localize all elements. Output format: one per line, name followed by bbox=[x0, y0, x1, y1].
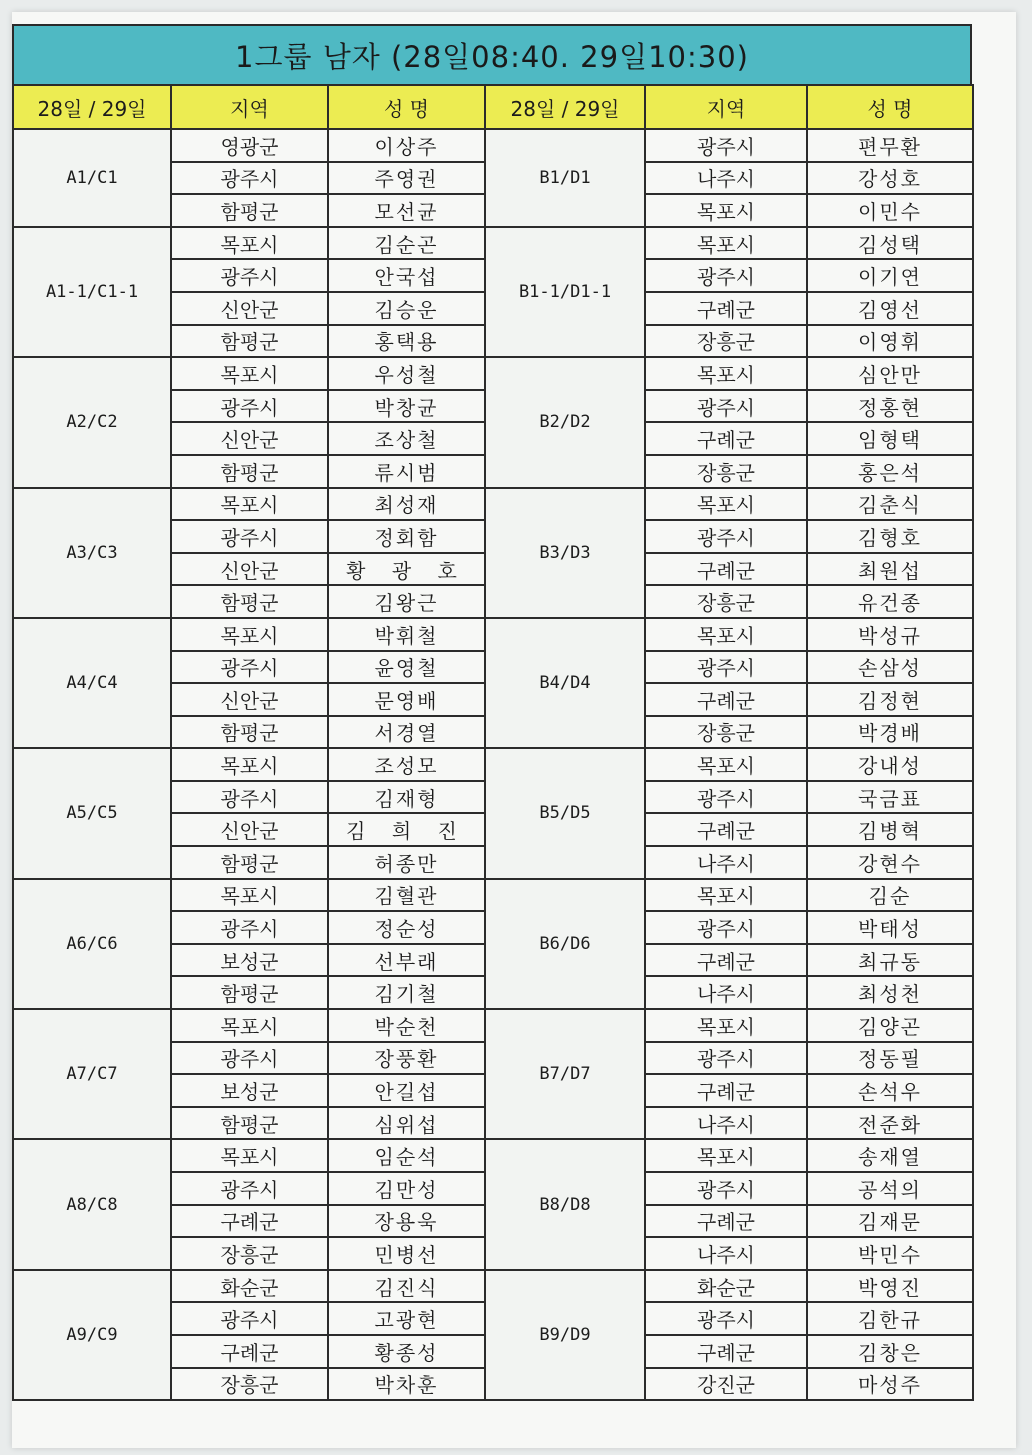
region-cell-right: 목포시 bbox=[645, 194, 807, 227]
region-cell-left: 광주시 bbox=[171, 781, 328, 814]
group-label-right: B1/D1 bbox=[485, 129, 645, 227]
region-cell-right: 장흥군 bbox=[645, 716, 807, 749]
region-cell-right: 구례군 bbox=[645, 813, 807, 846]
region-cell-left: 광주시 bbox=[171, 1042, 328, 1075]
region-cell-left: 목포시 bbox=[171, 879, 328, 912]
name-cell-right: 박성규 bbox=[807, 618, 973, 651]
name-cell-right: 이민수 bbox=[807, 194, 973, 227]
group-label-left: A2/C2 bbox=[13, 357, 171, 487]
name-cell-left: 김승운 bbox=[328, 292, 485, 325]
name-cell-right: 김병혁 bbox=[807, 813, 973, 846]
name-cell-right: 편무환 bbox=[807, 129, 973, 162]
group-label-right: B8/D8 bbox=[485, 1139, 645, 1269]
name-cell-left: 홍택용 bbox=[328, 325, 485, 358]
region-cell-left: 보성군 bbox=[171, 944, 328, 977]
region-cell-right: 광주시 bbox=[645, 390, 807, 423]
table-row bbox=[13, 748, 973, 781]
region-cell-right: 목포시 bbox=[645, 488, 807, 521]
region-cell-right: 장흥군 bbox=[645, 325, 807, 358]
region-cell-right: 구례군 bbox=[645, 1074, 807, 1107]
region-cell-right: 목포시 bbox=[645, 357, 807, 390]
name-cell-right: 이기연 bbox=[807, 259, 973, 292]
name-cell-right: 정동필 bbox=[807, 1042, 973, 1075]
region-cell-left: 구례군 bbox=[171, 1205, 328, 1238]
name-cell-left: 민병선 bbox=[328, 1237, 485, 1270]
region-cell-left: 신안군 bbox=[171, 553, 328, 586]
region-cell-left: 함평군 bbox=[171, 325, 328, 358]
region-cell-right: 목포시 bbox=[645, 618, 807, 651]
region-cell-right: 나주시 bbox=[645, 1237, 807, 1270]
name-cell-right: 강현수 bbox=[807, 846, 973, 879]
name-cell-right: 김영선 bbox=[807, 292, 973, 325]
header-region-right: 지역 bbox=[645, 85, 807, 129]
region-cell-right: 목포시 bbox=[645, 748, 807, 781]
name-cell-right: 마성주 bbox=[807, 1368, 973, 1401]
region-cell-right: 나주시 bbox=[645, 162, 807, 195]
group-label-left: A8/C8 bbox=[13, 1139, 171, 1269]
header-row bbox=[13, 85, 973, 129]
name-cell-left: 조상철 bbox=[328, 422, 485, 455]
region-cell-right: 나주시 bbox=[645, 846, 807, 879]
region-cell-left: 목포시 bbox=[171, 1139, 328, 1172]
region-cell-right: 광주시 bbox=[645, 129, 807, 162]
region-cell-left: 목포시 bbox=[171, 488, 328, 521]
region-cell-left: 구례군 bbox=[171, 1335, 328, 1368]
region-cell-left: 신안군 bbox=[171, 683, 328, 716]
name-cell-right: 국금표 bbox=[807, 781, 973, 814]
name-cell-left: 박휘철 bbox=[328, 618, 485, 651]
name-cell-right: 유건종 bbox=[807, 585, 973, 618]
header-day-left: 28일 / 29일 bbox=[13, 85, 171, 129]
name-cell-left: 김순곤 bbox=[328, 227, 485, 260]
region-cell-left: 신안군 bbox=[171, 813, 328, 846]
region-cell-left: 화순군 bbox=[171, 1270, 328, 1303]
table-row bbox=[13, 357, 973, 390]
name-cell-right: 최규동 bbox=[807, 944, 973, 977]
name-cell-right: 송재열 bbox=[807, 1139, 973, 1172]
region-cell-right: 나주시 bbox=[645, 976, 807, 1009]
region-cell-right: 장흥군 bbox=[645, 455, 807, 488]
region-cell-right: 광주시 bbox=[645, 259, 807, 292]
region-cell-left: 광주시 bbox=[171, 520, 328, 553]
group-label-right: B6/D6 bbox=[485, 879, 645, 1009]
name-cell-left: 주영권 bbox=[328, 162, 485, 195]
table-body bbox=[13, 129, 973, 1400]
region-cell-left: 광주시 bbox=[171, 911, 328, 944]
name-cell-left: 김기철 bbox=[328, 976, 485, 1009]
name-cell-left: 정순성 bbox=[328, 911, 485, 944]
name-cell-right: 김양곤 bbox=[807, 1009, 973, 1042]
region-cell-right: 구례군 bbox=[645, 292, 807, 325]
name-cell-right: 공석의 bbox=[807, 1172, 973, 1205]
name-cell-left: 임순석 bbox=[328, 1139, 485, 1172]
name-cell-right: 박경배 bbox=[807, 716, 973, 749]
name-cell-right: 강내성 bbox=[807, 748, 973, 781]
name-cell-left: 모선균 bbox=[328, 194, 485, 227]
region-cell-right: 구례군 bbox=[645, 683, 807, 716]
name-cell-right: 최원섭 bbox=[807, 553, 973, 586]
name-cell-left: 박차훈 bbox=[328, 1368, 485, 1401]
name-cell-left: 황 광 호 bbox=[328, 553, 485, 586]
region-cell-left: 영광군 bbox=[171, 129, 328, 162]
name-cell-right: 정홍현 bbox=[807, 390, 973, 423]
group-label-left: A6/C6 bbox=[13, 879, 171, 1009]
group-label-right: B7/D7 bbox=[485, 1009, 645, 1139]
region-cell-left: 신안군 bbox=[171, 292, 328, 325]
header-region-left: 지역 bbox=[171, 85, 328, 129]
name-cell-right: 강성호 bbox=[807, 162, 973, 195]
region-cell-right: 광주시 bbox=[645, 520, 807, 553]
name-cell-right: 전준화 bbox=[807, 1107, 973, 1140]
name-cell-left: 조성모 bbox=[328, 748, 485, 781]
region-cell-left: 광주시 bbox=[171, 1172, 328, 1205]
region-cell-left: 목포시 bbox=[171, 748, 328, 781]
region-cell-right: 목포시 bbox=[645, 879, 807, 912]
name-cell-left: 정회함 bbox=[328, 520, 485, 553]
name-cell-left: 황종성 bbox=[328, 1335, 485, 1368]
region-cell-left: 함평군 bbox=[171, 846, 328, 879]
name-cell-right: 최성천 bbox=[807, 976, 973, 1009]
group-label-right: B4/D4 bbox=[485, 618, 645, 748]
name-cell-left: 심위섭 bbox=[328, 1107, 485, 1140]
name-cell-left: 선부래 bbox=[328, 944, 485, 977]
name-cell-right: 박영진 bbox=[807, 1270, 973, 1303]
name-cell-right: 김한규 bbox=[807, 1302, 973, 1335]
name-cell-left: 김왕근 bbox=[328, 585, 485, 618]
region-cell-left: 함평군 bbox=[171, 455, 328, 488]
region-cell-right: 강진군 bbox=[645, 1368, 807, 1401]
table-row bbox=[13, 1270, 973, 1303]
name-cell-left: 서경열 bbox=[328, 716, 485, 749]
table-row bbox=[13, 1139, 973, 1172]
group-label-right: B3/D3 bbox=[485, 488, 645, 618]
region-cell-right: 나주시 bbox=[645, 1107, 807, 1140]
region-cell-left: 목포시 bbox=[171, 357, 328, 390]
name-cell-right: 김창은 bbox=[807, 1335, 973, 1368]
name-cell-left: 박창균 bbox=[328, 390, 485, 423]
name-cell-right: 이영휘 bbox=[807, 325, 973, 358]
name-cell-right: 박민수 bbox=[807, 1237, 973, 1270]
region-cell-right: 광주시 bbox=[645, 781, 807, 814]
region-cell-left: 신안군 bbox=[171, 422, 328, 455]
name-cell-left: 류시범 bbox=[328, 455, 485, 488]
group-label-right: B1-1/D1-1 bbox=[485, 227, 645, 357]
name-cell-left: 문영배 bbox=[328, 683, 485, 716]
name-cell-right: 김성택 bbox=[807, 227, 973, 260]
region-cell-left: 목포시 bbox=[171, 1009, 328, 1042]
group-label-left: A9/C9 bbox=[13, 1270, 171, 1400]
name-cell-left: 우성철 bbox=[328, 357, 485, 390]
group-label-left: A1/C1 bbox=[13, 129, 171, 227]
region-cell-left: 광주시 bbox=[171, 390, 328, 423]
name-cell-left: 김 희 진 bbox=[328, 813, 485, 846]
region-cell-left: 보성군 bbox=[171, 1074, 328, 1107]
name-cell-left: 윤영철 bbox=[328, 651, 485, 684]
name-cell-left: 김진식 bbox=[328, 1270, 485, 1303]
table-row bbox=[13, 1009, 973, 1042]
group-label-left: A5/C5 bbox=[13, 748, 171, 878]
region-cell-left: 함평군 bbox=[171, 585, 328, 618]
region-cell-left: 광주시 bbox=[171, 1302, 328, 1335]
region-cell-right: 구례군 bbox=[645, 1335, 807, 1368]
name-cell-right: 임형택 bbox=[807, 422, 973, 455]
name-cell-left: 안국섭 bbox=[328, 259, 485, 292]
name-cell-right: 손삼성 bbox=[807, 651, 973, 684]
region-cell-right: 장흥군 bbox=[645, 585, 807, 618]
name-cell-right: 홍은석 bbox=[807, 455, 973, 488]
name-cell-right: 김형호 bbox=[807, 520, 973, 553]
name-cell-left: 안길섭 bbox=[328, 1074, 485, 1107]
name-cell-right: 박태성 bbox=[807, 911, 973, 944]
group-label-left: A7/C7 bbox=[13, 1009, 171, 1139]
name-cell-right: 심안만 bbox=[807, 357, 973, 390]
region-cell-right: 광주시 bbox=[645, 1172, 807, 1205]
region-cell-right: 구례군 bbox=[645, 1205, 807, 1238]
name-cell-right: 김순 bbox=[807, 879, 973, 912]
name-cell-left: 박순천 bbox=[328, 1009, 485, 1042]
table-row bbox=[13, 129, 973, 162]
region-cell-right: 구례군 bbox=[645, 944, 807, 977]
name-cell-right: 손석우 bbox=[807, 1074, 973, 1107]
region-cell-right: 목포시 bbox=[645, 1009, 807, 1042]
region-cell-left: 함평군 bbox=[171, 194, 328, 227]
table-row bbox=[13, 488, 973, 521]
region-cell-left: 장흥군 bbox=[171, 1368, 328, 1401]
region-cell-right: 광주시 bbox=[645, 651, 807, 684]
region-cell-right: 구례군 bbox=[645, 422, 807, 455]
region-cell-right: 화순군 bbox=[645, 1270, 807, 1303]
name-cell-left: 최성재 bbox=[328, 488, 485, 521]
name-cell-right: 김춘식 bbox=[807, 488, 973, 521]
group-label-left: A1-1/C1-1 bbox=[13, 227, 171, 357]
name-cell-left: 이상주 bbox=[328, 129, 485, 162]
group-label-right: B9/D9 bbox=[485, 1270, 645, 1400]
region-cell-left: 함평군 bbox=[171, 716, 328, 749]
group-label-left: A4/C4 bbox=[13, 618, 171, 748]
table-row bbox=[13, 227, 973, 260]
region-cell-left: 광주시 bbox=[171, 162, 328, 195]
region-cell-left: 함평군 bbox=[171, 1107, 328, 1140]
header-day-right: 28일 / 29일 bbox=[485, 85, 645, 129]
region-cell-left: 함평군 bbox=[171, 976, 328, 1009]
group-label-left: A3/C3 bbox=[13, 488, 171, 618]
region-cell-left: 광주시 bbox=[171, 651, 328, 684]
schedule-table bbox=[12, 84, 974, 1401]
region-cell-right: 광주시 bbox=[645, 911, 807, 944]
name-cell-left: 김혈관 bbox=[328, 879, 485, 912]
region-cell-right: 목포시 bbox=[645, 1139, 807, 1172]
table-row bbox=[13, 618, 973, 651]
name-cell-left: 고광현 bbox=[328, 1302, 485, 1335]
name-cell-left: 김만성 bbox=[328, 1172, 485, 1205]
region-cell-right: 목포시 bbox=[645, 227, 807, 260]
name-cell-right: 김정현 bbox=[807, 683, 973, 716]
header-name-right: 성 명 bbox=[807, 85, 973, 129]
name-cell-left: 김재형 bbox=[328, 781, 485, 814]
region-cell-right: 광주시 bbox=[645, 1042, 807, 1075]
header-name-left: 성 명 bbox=[328, 85, 485, 129]
group-label-right: B5/D5 bbox=[485, 748, 645, 878]
region-cell-right: 구례군 bbox=[645, 553, 807, 586]
name-cell-left: 허종만 bbox=[328, 846, 485, 879]
page-title: 1그룹 남자 (28일08:40. 29일10:30) bbox=[12, 24, 972, 84]
region-cell-left: 목포시 bbox=[171, 227, 328, 260]
region-cell-right: 광주시 bbox=[645, 1302, 807, 1335]
name-cell-left: 장용욱 bbox=[328, 1205, 485, 1238]
name-cell-left: 장풍환 bbox=[328, 1042, 485, 1075]
region-cell-left: 광주시 bbox=[171, 259, 328, 292]
name-cell-right: 김재문 bbox=[807, 1205, 973, 1238]
table-row bbox=[13, 879, 973, 912]
group-label-right: B2/D2 bbox=[485, 357, 645, 487]
region-cell-left: 목포시 bbox=[171, 618, 328, 651]
region-cell-left: 장흥군 bbox=[171, 1237, 328, 1270]
